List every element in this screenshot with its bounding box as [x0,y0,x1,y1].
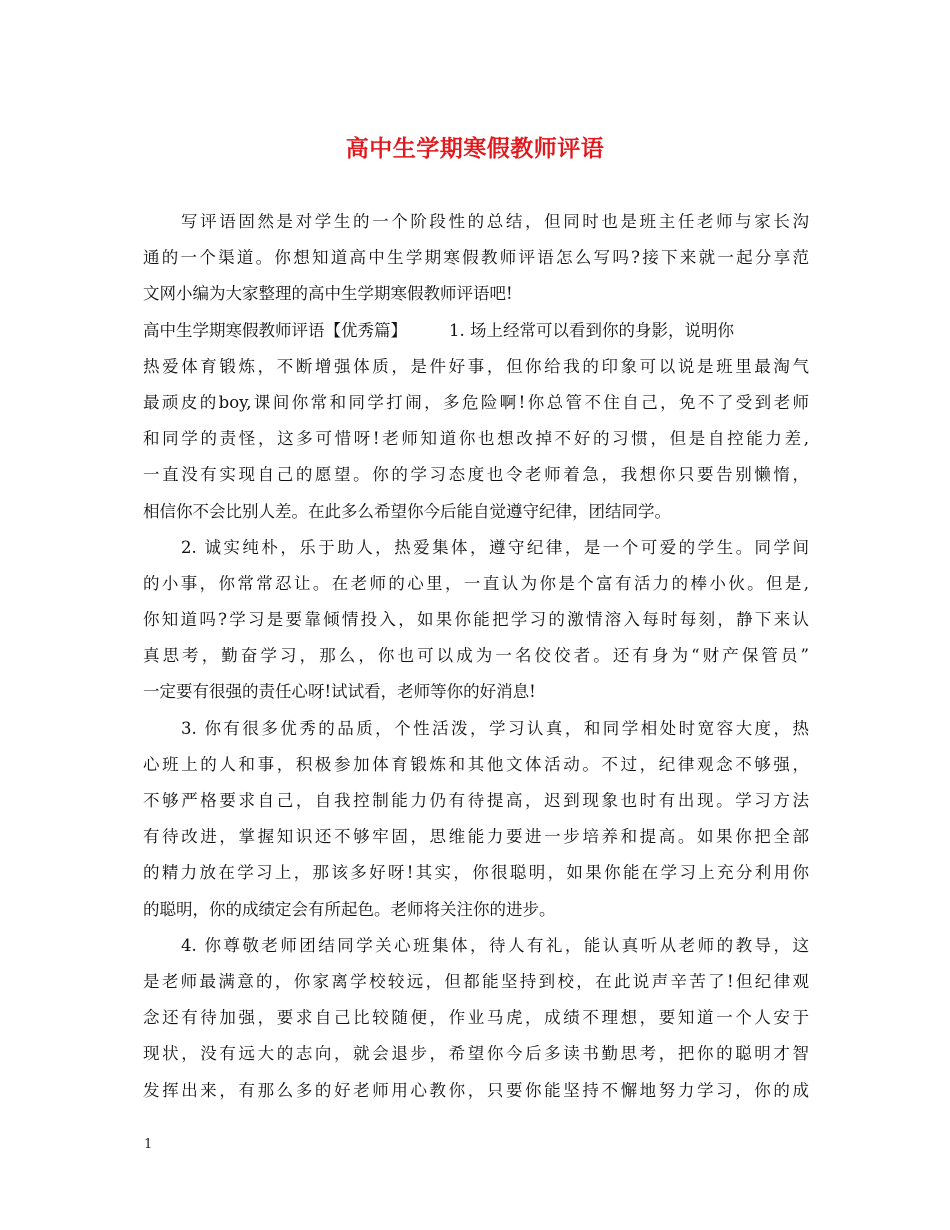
paragraph-line: 的小事，你常常忍让。在老师的心里，一直认为你是个富有活力的棒小伙。但是, [143,573,809,593]
paragraph-line: 文网小编为大家整理的高中生学期寒假教师评语吧! [143,284,513,304]
paragraph-line: 现状，没有远大的志向，就会退步，希望你今后多读书勤思考，把你的聪明才智 [143,1044,809,1064]
document-body [143,204,809,1109]
paragraph-line: 的精力放在学习上，那该多好呀!其实，你很聪明，如果你能在学习上充分利用你 [143,863,809,883]
paragraph-line: 通的一个渠道。你想知道高中生学期寒假教师评语怎么写吗?接下来就一起分享范 [143,248,809,268]
paragraph-line: 1. 场上经常可以看到你的身影，说明你 [449,320,734,340]
paragraph-line: 4. 你尊敬老师团结同学关心班集体，待人有礼，能认真听从老师的教导，这 [181,935,809,955]
paragraph-line: 最顽皮的boy,课间你常和同学打闹，多危险啊!你总管不住自己，免不了受到老师 [143,392,809,412]
paragraph-line: 你知道吗?学习是要靠倾情投入，如果你能把学习的激情溶入每时每刻，静下来认 [143,610,809,630]
section-heading: 高中生学期寒假教师评语【优秀篇】 [143,320,407,340]
paragraph-line: 热爱体育锻炼，不断增强体质，是件好事，但你给我的印象可以说是班里最淘气 [143,356,809,376]
paragraph-line: 念还有待加强，要求自己比较随便，作业马虎，成绩不理想，要知道一个人安于 [143,1008,809,1028]
paragraph-line: 一直没有实现自己的愿望。你的学习态度也令老师着急，我想你只要告别懒惰， [143,465,809,485]
paragraph-line: 发挥出来，有那么多的好老师用心教你，只要你能坚持不懈地努力学习，你的成 [143,1080,809,1100]
paragraph-line: 心班上的人和事，积极参加体育锻炼和其他文体活动。不过，纪律观念不够强， [143,754,809,774]
paragraph-line: 和同学的责怪，这多可惜呀!老师知道你也想改掉不好的习惯，但是自控能力差, [143,429,809,449]
paragraph-line: 是老师最满意的，你家离学校较远，但都能坚持到校，在此说声辛苦了!但纪律观 [143,971,809,991]
document-title: 高中生学期寒假教师评语 [345,135,605,162]
paragraph-line: 的聪明，你的成绩定会有所起色。老师将关注你的进步。 [143,899,556,919]
paragraph-line: 2. 诚实纯朴，乐于助人，热爱集体，遵守纪律，是一个可爱的学生。同学间 [181,537,809,557]
paragraph-line: 3. 你有很多优秀的品质，个性活泼，学习认真，和同学相处时宽容大度，热 [181,718,809,738]
paragraph-line: 一定要有很强的责任心呀!试试看，老师等你的好消息! [143,682,536,702]
page-number: 1 [144,1137,153,1152]
paragraph-line: 真思考，勤奋学习，那么，你也可以成为一名佼佼者。还有身为“财产保管员” [143,646,809,666]
paragraph-line: 写评语固然是对学生的一个阶段性的总结，但同时也是班主任老师与家长沟 [181,212,809,231]
paragraph-line [143,313,809,349]
paragraph-line: 相信你不会比别人差。在此多么希望你今后能自觉遵守纪律，团结同学。 [143,501,671,521]
paragraph-line: 不够严格要求自己，自我控制能力仍有待提高，迟到现象也时有出现。学习方法 [143,791,809,810]
paragraph-line: 有待改进，掌握知识还不够牢固，思维能力要进一步培养和提高。如果你把全部 [143,827,809,847]
